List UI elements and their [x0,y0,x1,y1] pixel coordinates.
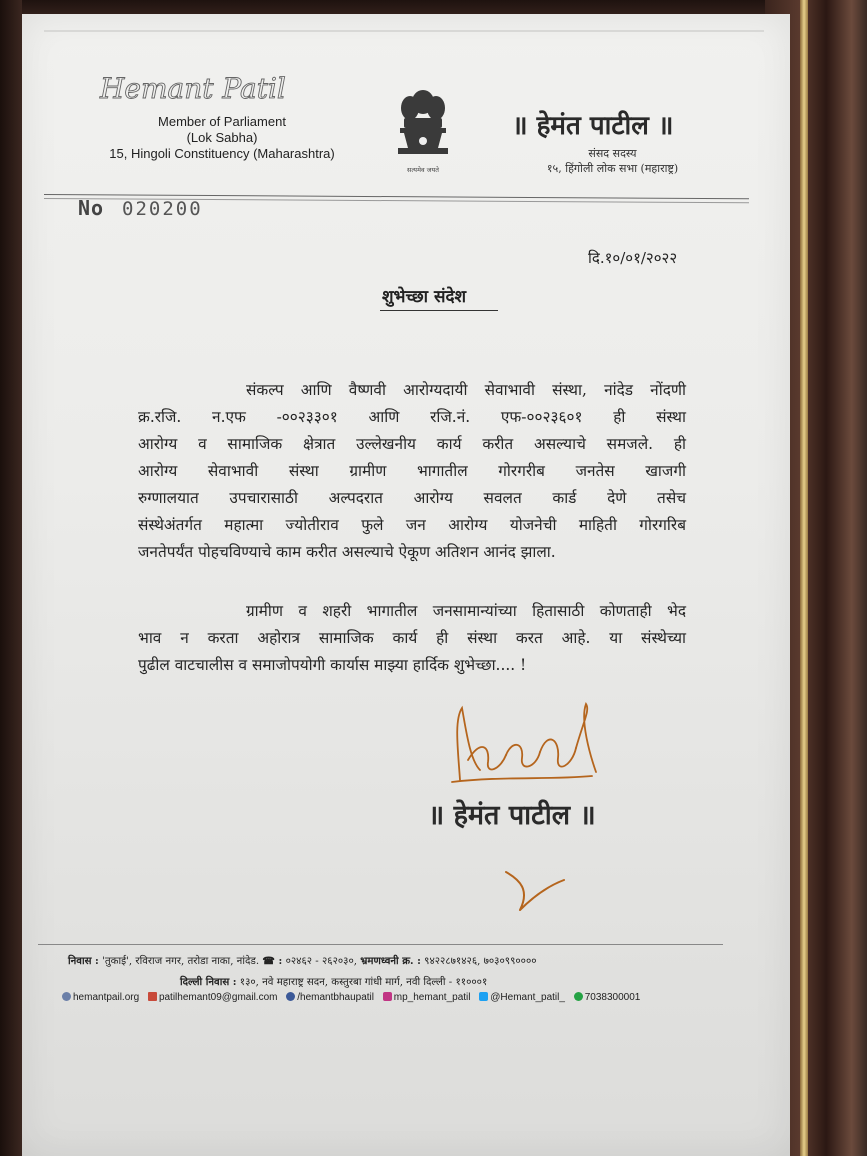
paragraph-line: आरोग्य सेवाभावी संस्था ग्रामीण भागातील गोरगरीब जनतेस खाजगी [138,462,686,480]
mobile-label: भ्रमणध्वनी क्र. : [360,955,421,967]
paragraph-line: संकल्प आणि वैष्णवी आरोग्यदायी सेवाभावी संस्था, नांदेड नोंदणी [246,381,686,399]
facebook-link[interactable]: /hemantbhaupatil [297,992,374,1003]
footer-rule [38,944,723,945]
designation: Member of Parliament [158,114,286,129]
sign-off-name-logo [424,792,624,836]
footer-delhi [180,974,487,988]
mat-edge [44,30,764,32]
instagram-link[interactable]: mp_hemant_patil [393,992,471,1003]
paragraph-line: पुढील वाटचालीस व समाजोपयोगी कार्यास माझ्या हार्दिक शुभेच्छा.... ! [138,656,527,674]
phone-number: ०२४६२ - २६२०३०, [285,956,357,967]
paragraph-line: आरोग्य व सामाजिक क्षेत्रात उल्लेखनीय कार्य करीत असल्याचे समजले. ही [138,435,686,453]
footer-contacts [62,992,640,1003]
paragraph-line: ग्रामीण व शहरी भागातील जनसामान्यांच्या हितासाठी कोणताही भेद [246,602,686,620]
signature-flourish [500,860,570,920]
paragraph-line: संस्थेअंतर्गत महात्मा ज्योतीराव फुले जन आरोग्य योजनेची माहिती गोरगरिब [138,516,686,534]
frame-left [0,0,22,1156]
globe-icon [62,992,71,1001]
whatsapp-number[interactable]: 7038300001 [584,992,641,1003]
mp-details-english [92,114,352,162]
twitter-icon [479,992,488,1001]
emblem-caption: सत्यमेव जयते [407,166,439,174]
mp-details-marathi [520,146,705,176]
marathi-name-logo [508,104,698,144]
website-link[interactable]: hemantpail.org [73,992,140,1003]
facebook-icon [286,992,295,1001]
svg-text:॥ हेमंत पाटील ॥: ॥ हेमंत पाटील ॥ [512,111,674,141]
paragraph-2 [138,598,686,679]
mobile-number: ९४२२८७१४२६, ७०३०९९०००० [424,956,537,967]
marathi-constituency: १५, हिंगोली लोक सभा (महाराष्ट्र) [546,162,679,175]
residence-address: 'तुकाई', रविराज नगर, तरोडा नाका, नांदेड. [102,956,260,967]
phone-label: ☎ : [262,955,283,967]
constituency: 15, Hingoli Constituency (Maharashtra) [109,146,335,161]
footer-residence [68,953,537,967]
whatsapp-icon [574,992,583,1001]
heading-underline [380,310,498,311]
handwritten-signature [440,700,600,790]
residence-label: निवास : [68,955,99,967]
serial-number: 020200 [122,198,203,220]
paragraph-1 [138,377,686,566]
script-name-logo [98,68,328,108]
frame-gold-trim [800,0,808,1156]
paragraph-line: जनतेपर्यंत पोहचविण्याचे काम करीत असल्याचे ऐकूण अतिशन आनंद झाला. [138,543,556,561]
letter-heading: शुभेच्छा संदेश [382,287,467,307]
letter-date: दि.१०/०१/२०२२ [588,249,678,267]
house: (Lok Sabha) [186,130,258,145]
delhi-address: १३०, नवे महाराष्ट्र सदन, कस्तुरबा गांधी मार्ग, नवी दिल्ली - ११०००१ [239,977,488,988]
marathi-designation: संसद सदस्य [588,147,637,160]
serial-prefix: No [78,196,105,220]
svg-text:॥ हेमंत पाटील ॥: ॥ हेमंत पाटील ॥ [428,800,596,831]
email-link[interactable]: patilhemant09@gmail.com [158,992,278,1003]
delhi-label: दिल्ली निवास : [180,976,237,988]
national-emblem-icon [390,86,456,178]
twitter-link[interactable]: @Hemant_patil_ [490,992,565,1003]
instagram-icon [383,992,392,1001]
paragraph-line: भाव न करता अहोरात्र सामाजिक कार्य ही संस्था करत आहे. या संस्थेच्या [138,629,686,647]
paragraph-line: रुग्णालयात उपचारासाठी अल्पदरात आरोग्य सवलत कार्ड देणे तसेच [138,489,686,507]
gmail-icon [148,992,157,1001]
svg-text:Hemant Patil: Hemant Patil [100,72,286,105]
paragraph-line: क्र.रजि. न.एफ -००२३३०१ आणि रजि.नं. एफ-००२३६०१ ही संस्था [138,408,686,426]
